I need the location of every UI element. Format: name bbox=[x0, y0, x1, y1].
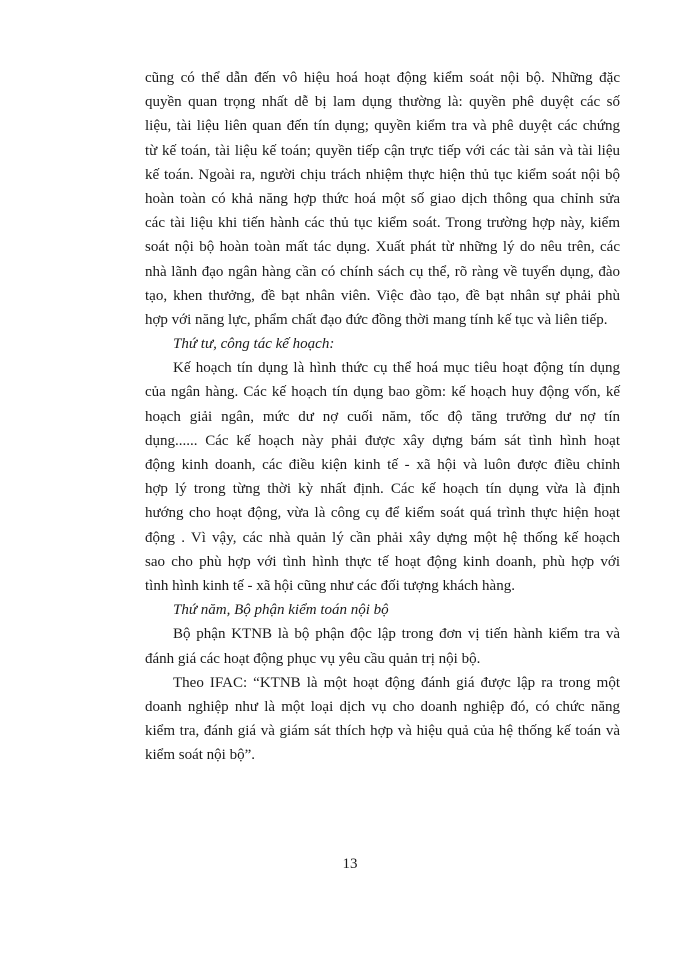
text-line: tình hình kinh tế - xã hội cũng như các đối tượng khách hàng. bbox=[145, 577, 515, 594]
text-line: đánh giá các hoạt động phục vụ yêu cầu quản trị nội bộ. bbox=[145, 650, 481, 667]
text-line: kiểm soát nội bộ”. bbox=[145, 747, 255, 764]
paragraph-privileges bbox=[145, 66, 620, 332]
text-line: cũng có thể dẫn đến vô hiệu hoá hoạt động kiểm soát nội bộ. Những đặc bbox=[145, 70, 620, 86]
text-line: Kế hoạch tín dụng là hình thức cụ thể hoá mục tiêu hoạt động tín dụng bbox=[173, 360, 620, 377]
text-line: động kinh doanh, các điều kiện kinh tế - xã hội và luôn được điều chỉnh bbox=[145, 457, 620, 473]
text-line: từ kế toán, tài liệu kế toán; quyền tiếp cận trực tiếp với các tài sản và tài liệu bbox=[145, 142, 620, 159]
paragraph-ktnb-definition bbox=[145, 622, 620, 670]
section-heading-planning bbox=[145, 332, 620, 356]
paragraph-credit-plan bbox=[145, 356, 620, 598]
text-line: liệu, tài liệu liên quan đến tín dụng; quyền kiểm tra và phê duyệt các chứng bbox=[145, 118, 620, 135]
text-line: doanh nghiệp như là một loại dịch vụ cho doanh nghiệp đó, có chức năng bbox=[145, 698, 620, 715]
text-line: hướng cho hoạt động, vừa là công cụ để kiểm soát quá trình thực hiện hoạt bbox=[145, 505, 620, 522]
text-line: các tài liệu khi tiến hành các thủ tục kiểm soát. Trong trường hợp này, kiểm bbox=[145, 215, 620, 232]
text-line: của ngân hàng. Các kế hoạch tín dụng bao gồm: kế hoạch huy động vốn, kế bbox=[145, 384, 620, 401]
text-line: quyền quan trọng nhất dễ bị lam dụng thường là: quyền phê duyệt các số bbox=[145, 94, 620, 111]
text-line: hợp lý trong từng thời kỳ nhất định. Các kế hoạch tín dụng vừa là định bbox=[145, 481, 620, 498]
text-line: hoàn toàn có khả năng hợp thức hoá một số giao dịch thông qua chỉnh sửa bbox=[145, 190, 620, 207]
text-line: dụng...... Các kế hoạch này phải được xây dựng bám sát tình hình hoạt bbox=[145, 432, 620, 449]
text-line: nhà lãnh đạo ngân hàng cần có chính sách cụ thể, rõ ràng về tuyển dụng, đào bbox=[145, 263, 620, 280]
text-line: soát nội bộ hoàn toàn mất tác dụng. Xuất phát từ những lý do nêu trên, các bbox=[145, 239, 620, 256]
page-number: 13 bbox=[342, 856, 358, 872]
paragraph-ifac-quote bbox=[145, 671, 620, 768]
section-heading: Thứ tư, công tác kế hoạch: bbox=[173, 336, 335, 353]
text-line: Theo IFAC: “KTNB là một hoạt động đánh giá được lập ra trong một bbox=[173, 674, 620, 691]
section-heading: Thứ năm, Bộ phận kiểm toán nội bộ bbox=[173, 602, 389, 619]
section-heading-internal-audit bbox=[145, 598, 620, 622]
text-line: tạo, khen thưởng, đề bạt nhân viên. Việc đào tạo, đề bạt nhân sự phải phù bbox=[145, 287, 620, 304]
text-line: kiểm tra, đánh giá và giám sát thích hợp và hiệu quả của hệ thống kế toán và bbox=[145, 723, 620, 740]
text-line: Bộ phận KTNB là bộ phận độc lập trong đơn vị tiến hành kiểm tra và bbox=[173, 626, 620, 643]
text-line: động . Vì vậy, các nhà quản lý cần phải xây dựng một hệ thống kế hoạch bbox=[145, 529, 620, 546]
text-line: kế toán. Ngoài ra, người chịu trách nhiệm thực hiện thủ tục kiểm soát nội bộ bbox=[145, 166, 620, 183]
text-line: hợp với năng lực, phẩm chất đạo đức đồng thời mang tính kế tục và liên tiếp. bbox=[145, 311, 608, 328]
text-line: sao cho phù hợp với tình hình thực tế hoạt động kinh doanh, phù hợp với bbox=[145, 553, 620, 570]
text-line: hoạch giải ngân, mức dư nợ cuối năm, tốc độ tăng trưởng dư nợ tín bbox=[145, 408, 620, 425]
document-page bbox=[145, 66, 620, 767]
